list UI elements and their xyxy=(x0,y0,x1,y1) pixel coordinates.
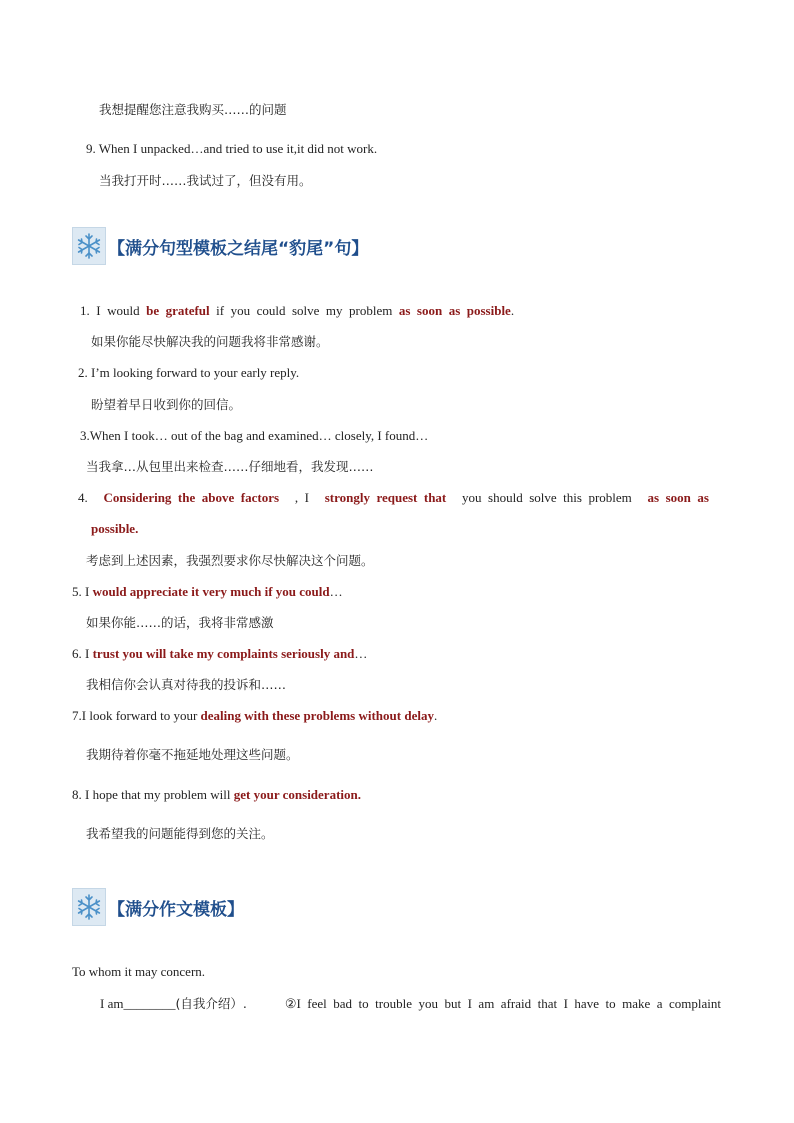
sentence-3-en: 3.When I took… out of the bag and examined… closely, I found… xyxy=(80,428,429,443)
sentence-7-cn: 我期待着你毫不拖延地处理这些问题。 xyxy=(86,747,299,762)
item9-en: 9. When I unpacked…and tried to use it,it did not work. xyxy=(86,141,378,156)
sentence-2-en: 2. I’m looking forward to your early reply. xyxy=(78,365,300,380)
section-title: 【满分句型模板之结尾“豹尾”句】 xyxy=(108,238,369,259)
sentence-4-en-line1: 4. Considering the above factors , I strongly request that you should solve this problem as soon as xyxy=(78,490,709,505)
sentence-2-cn: 盼望着早日收到你的回信。 xyxy=(91,397,242,412)
salutation: To whom it may concern. xyxy=(72,964,206,979)
sentence-6-en: 6. I trust you will take my complaints seriously and… xyxy=(72,646,368,661)
sentence-8-cn: 我希望我的问题能得到您的关注。 xyxy=(86,826,274,841)
sentence-8-en: 8. I hope that my problem will get your consideration. xyxy=(72,787,361,802)
sentence-4-cn: 考虑到上述因素，我强烈要求你尽快解决这个问题。 xyxy=(86,553,374,568)
remind-line-cn: 我想提醒您注意我购买……的问题 xyxy=(99,102,287,117)
snowflake-icon xyxy=(72,888,106,926)
sentence-6-cn: 我相信你会认真对待我的投诉和…… xyxy=(86,677,287,692)
sentence-1-en: 1. I would be grateful if you could solve my problem as soon as possible. xyxy=(80,303,515,318)
section-heading-ending-sentences xyxy=(72,226,368,266)
item9-cn: 当我打开时……我试过了，但没有用。 xyxy=(99,173,312,188)
letter-body-line1: I am________(自我介绍）. ②I feel bad to trouble you but I am afraid that I have to make a complaint xyxy=(100,996,721,1011)
sentence-5-cn: 如果你能……的话，我将非常感激 xyxy=(86,615,274,630)
snowflake-icon xyxy=(72,227,106,265)
sentence-5-en: 5. I would appreciate it very much if you could… xyxy=(72,584,343,599)
sentence-3-cn: 当我拿…从包里出来检查……仔细地看，我发现…… xyxy=(86,459,374,474)
sentence-1-cn: 如果你能尽快解决我的问题我将非常感谢。 xyxy=(91,334,329,349)
sentence-4-en-line2: possible. xyxy=(91,521,139,536)
section-heading-essay-template xyxy=(72,887,244,927)
section-title: 【满分作文模板】 xyxy=(108,899,244,920)
sentence-7-en: 7.I look forward to your dealing with these problems without delay. xyxy=(72,708,438,723)
